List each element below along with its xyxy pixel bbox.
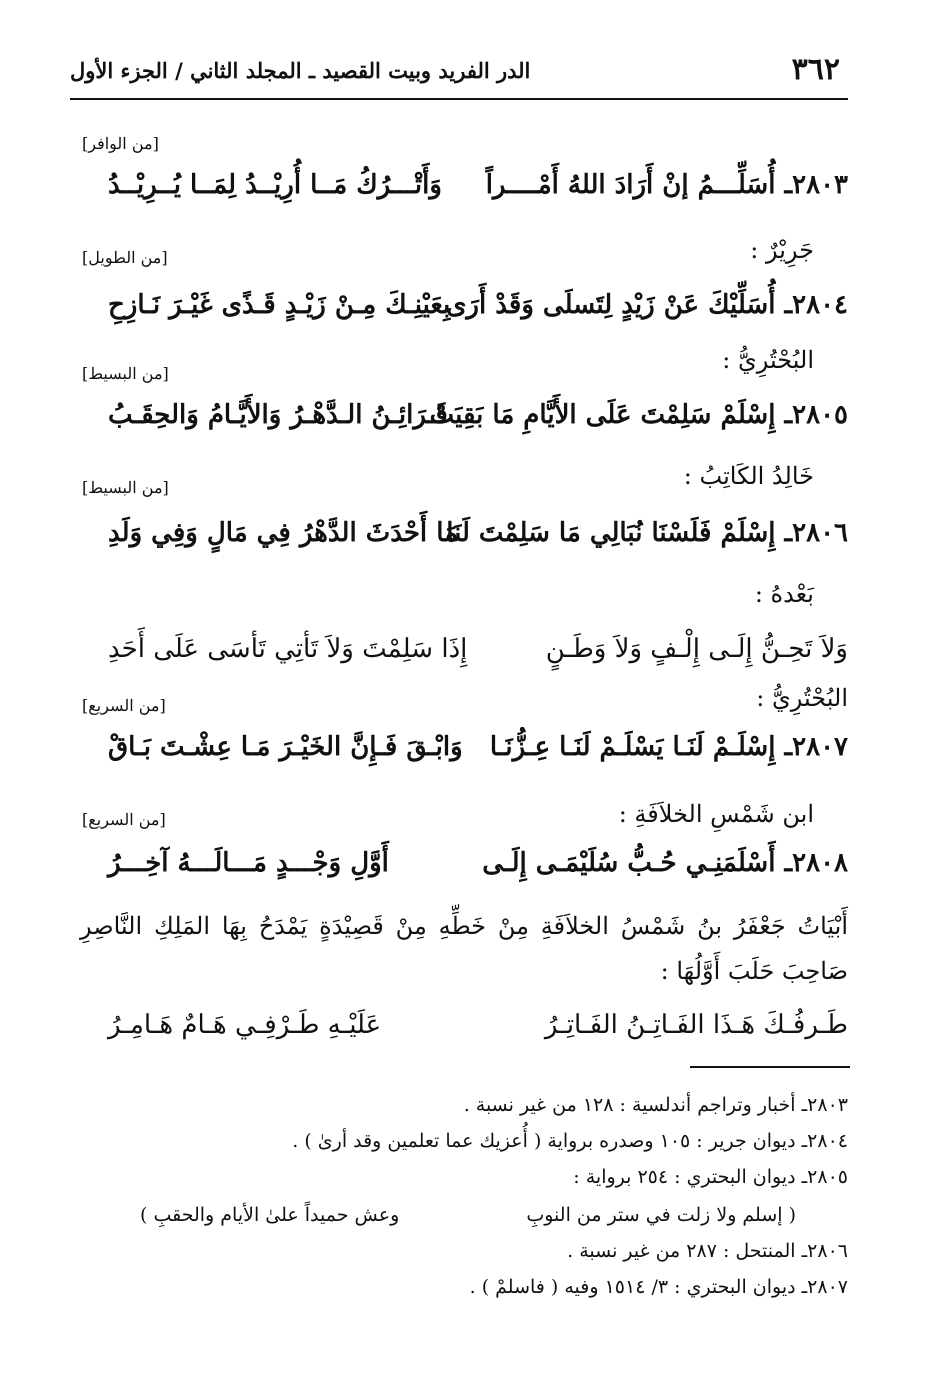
footnote: ٢٨٠٧ـ ديوان البحتري : ٣/ ١٥١٤ وفيه ( فاسلمْ ) . [469,1276,848,1298]
verse-second-hemistich: مَا أَحْدَثَ الدَّهْرُ فِي مَالٍ وَفِي وَلَدِ [108,518,459,548]
hemistich-text: إِسْلَمْ فَلَسْنَا نُبَالِي مَا سَلِمْتَ لَنَا [446,518,776,548]
verse-second-hemistich: وَأَتْـــرُكُ مَــا أُرِيْــدُ لِمَــا يُــرِيْــدُ [108,170,442,200]
poet-name: البُحْتُرِيُّ : [756,684,848,712]
poet-name: البُحْتُرِيُّ : [722,346,814,374]
hemistich-text: أُسَلِّـــمُ إنْ أَرَادَ اللهُ أَمْــــراً [485,170,776,200]
hemistich-text: إِسْلَمْ سَلِمْتَ عَلَى الأَيَّامِ مَا بَقِيَتْ [429,400,776,430]
poet-name: ابن شَمْسِ الخلاَفَةِ : [618,800,814,828]
verse-first-hemistich [486,170,848,200]
prose-paragraph: أَبْيَاتُ جَعْفَرُ بنُ شَمْسُ الخلاَفَةِ مِنْ خَطِّهِ مِنْ قَصِيْدَةٍ يَمْدَحُ بِهَا المَلِكِ النَّاصِرِ صَاحِبَ حَلَبَ أَوَّلُهَا : [80,912,848,985]
running-title: الدر الفريد وبيت القصيد ـ المجلد الثاني / الجزء الأول [70,58,531,83]
verse-first-hemistich: طَـرفُـكَ هَـذَا الفَـاتِـنُ الفَـاتِـرُ [544,1010,848,1040]
meter-label: [من الطويل] [82,248,168,267]
verse-number: ٢٨٠٥ـ [784,400,848,430]
verse-first-hemistich [446,290,848,320]
footnote: ٢٨٠٥ـ ديوان البحتري : ٢٥٤ برواية : [573,1166,848,1188]
verse-number: ٢٨٠٧ـ [784,732,848,762]
poet-name: خَالِدُ الكَاتِبُ : [683,462,814,490]
verse-first-hemistich [482,848,848,878]
footnote-quote-second: وعش حميداً علىٰ الأيام والحقبِ ) [140,1204,400,1226]
page-number: ٣٦٢ [791,52,840,87]
verse-second-hemistich: وَابْـقَ فَـإِنَّ الخَيْـرَ مَـا عِشْـتَ بَـاقْ [108,732,463,762]
footnote: ٢٨٠٣ـ أخبار وتراجم أندلسية : ١٢٨ من غير نسبة . [463,1094,848,1116]
verse-first-hemistich [446,518,848,548]
meter-label: [من السريع] [82,696,166,715]
verse-first-hemistich: وَلاَ تَحِـنُّ إِلَـى إِلْـفٍ وَلاَ وَطَـنٍ [545,634,848,664]
verse-second-hemistich: أَوَّلِ وَجْـــدٍ مَـــالَـــهُ آخِـــرُ [108,848,389,878]
verse-second-hemistich: قَـرَائِـنُ الـدَّهْـرُ وَالأَيَّـامُ وَالحِقَـبُ [108,400,448,430]
verse-second-hemistich: إِذَا سَلِمْتَ وَلاَ تَأتِي تَأسَى عَلَى أَحَدِ [108,634,468,664]
meter-label: [من الوافر] [82,134,159,153]
continuation-label: بَعْدهُ : [754,580,814,608]
footnote: ٢٨٠٤ـ ديوان جرير : ١٠٥ وصدره برواية ( أُعزيك عما تعلمين وقد أرىٰ ) . [292,1130,848,1152]
footnote-quote-first: ( إسلم ولا زلت في ستر من النوبِ [526,1204,796,1226]
poet-name: جَرِيْرٌ : [750,236,814,264]
verse-second-hemistich: بِعَيْنِـكَ مِـنْ زَيْـدٍ قَـذًى غَيْـرَ نَـازِحِ [108,290,451,320]
hemistich-text: أُسَلِّيْكَ عَنْ زَيْدٍ لِتَسلَى وَقَدْ أَرَى [446,290,776,320]
verse-number: ٢٨٠٨ـ [784,848,848,878]
verse-first-hemistich [490,732,848,762]
meter-label: [من السريع] [82,810,166,829]
verse-first-hemistich [430,400,848,430]
verse-second-hemistich: عَلَيْـهِ طَـرْفِـي هَـامٌ هَـامِـرُ [108,1010,382,1040]
footnote-rule [690,1066,850,1068]
footnote: ٢٨٠٦ـ المنتحل : ٢٨٧ من غير نسبة . [567,1240,848,1262]
meter-label: [من البسيط] [82,478,169,497]
meter-label: [من البسيط] [82,364,169,383]
hemistich-text: أَسْلَمَنِـي حُـبُّ سُلَيْمَـى إِلَـى [482,848,776,878]
header-rule [70,98,848,100]
verse-number: ٢٨٠٦ـ [784,518,848,548]
verse-number: ٢٨٠٣ـ [784,170,848,200]
verse-number: ٢٨٠٤ـ [784,290,848,320]
hemistich-text: إِسْلَـمْ لَنَـا يَسْلَـمْ لَنَـا عِـزُّنَـا [489,732,776,762]
